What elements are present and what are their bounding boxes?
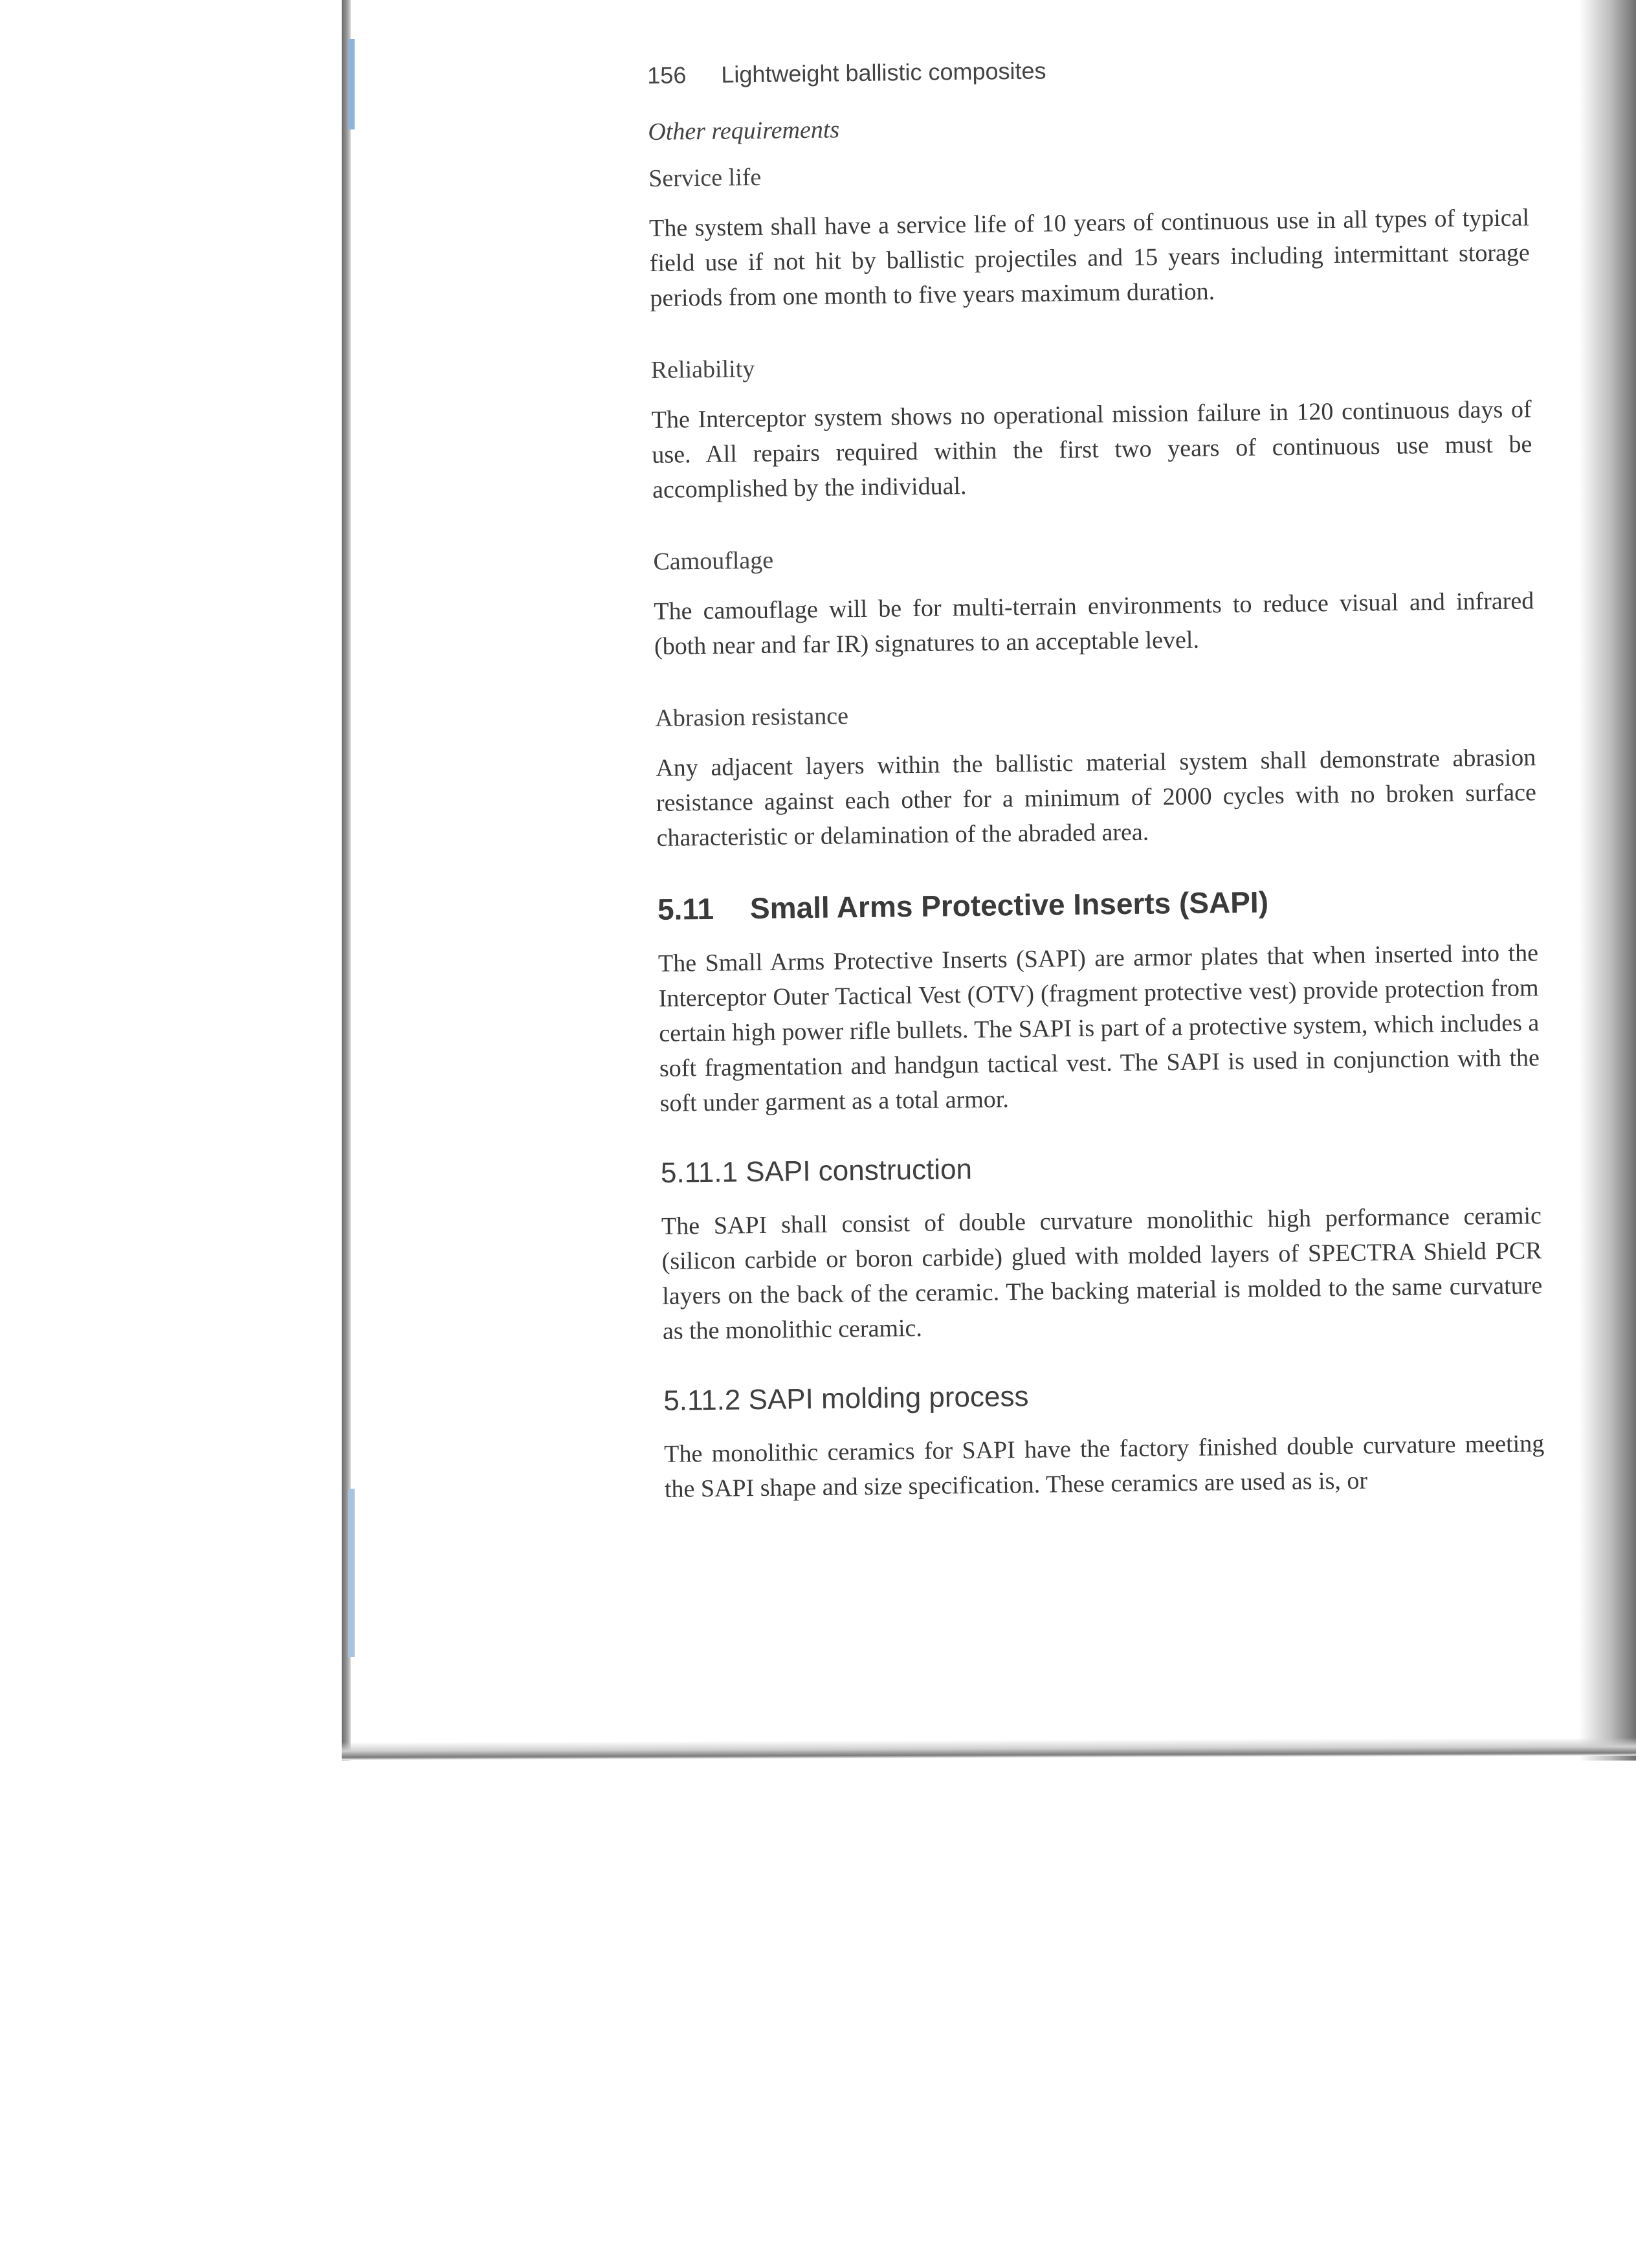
subsection-heading-5-11-2: 5.11.2 SAPI molding process [663, 1380, 1029, 1417]
section-heading-5-11 [658, 881, 1538, 927]
abrasion-heading: Abrasion resistance [655, 702, 849, 732]
abrasion-paragraph: Any adjacent layers within the ballistic material system shall demonstrate abrasion resistance against each other for a minimum of 2000 cycles with no broken surface characteristic or delamination of the abraded area. [656, 744, 1537, 852]
reliability-paragraph: The Interceptor system shows no operational mission failure in 120 continuous days of use. All repairs required within the first two years of continuous use must be accomplished by the individual. [651, 395, 1532, 504]
sapi-construction-paragraph: The SAPI shall consist of double curvature monolithic high performance ceramic (silicon carbide or boron carbide) glued with molded layers of SPECTRA Shield PCR layers on the back of the ceramic. The backing material is molded to the same curvature as the monolithic ceramic. [661, 1202, 1543, 1345]
reliability-heading: Reliability [650, 355, 755, 384]
sapi-molding-paragraph: The monolithic ceramics for SAPI have the factory finished double curvature meeting the SAPI shape and size specification. These ceramics are used as is, or [664, 1430, 1545, 1503]
service-life-heading: Service life [648, 163, 762, 192]
sapi-intro-paragraph: The Small Arms Protective Inserts (SAPI) are armor plates that when inserted into the Interceptor Outer Tactical Vest (OTV) (fragment protective vest) provide protection from certain high power rifle bullets. The SAPI is part of a protective system, which includes a soft fragmentation and handgun tactical vest. The SAPI is used in conjunction with the soft under garment as a total armor. [658, 939, 1540, 1117]
camouflage-heading: Camouflage [653, 546, 774, 575]
section-title: Small Arms Protective Inserts (SAPI) [749, 885, 1269, 926]
section-number: 5.11 [657, 891, 714, 926]
page-bottom-edge [342, 1738, 1636, 1761]
spine-color-strip-lower [348, 1489, 355, 1657]
spine-color-strip [348, 39, 355, 129]
page-number: 156 [647, 61, 687, 89]
service-life-paragraph: The system shall have a service life of 10 years of continuous use in all types of typical field use if not hit by ballistic projectiles and 15 years including intermittant storage periods from one month to five years maximum duration. [648, 204, 1530, 312]
subsection-heading-5-11-1: 5.11.1 SAPI construction [660, 1153, 973, 1189]
other-requirements-heading: Other requirements [648, 116, 840, 146]
camouflage-paragraph: The camouflage will be for multi-terrain environments to reduce visual and infrared (both near and far IR) signatures to an acceptable level. [654, 587, 1534, 660]
running-header [647, 51, 1527, 89]
book-page [647, 51, 1545, 1546]
page-fold-shadow [1579, 0, 1636, 1761]
book-title: Lightweight ballistic composites [721, 57, 1046, 88]
